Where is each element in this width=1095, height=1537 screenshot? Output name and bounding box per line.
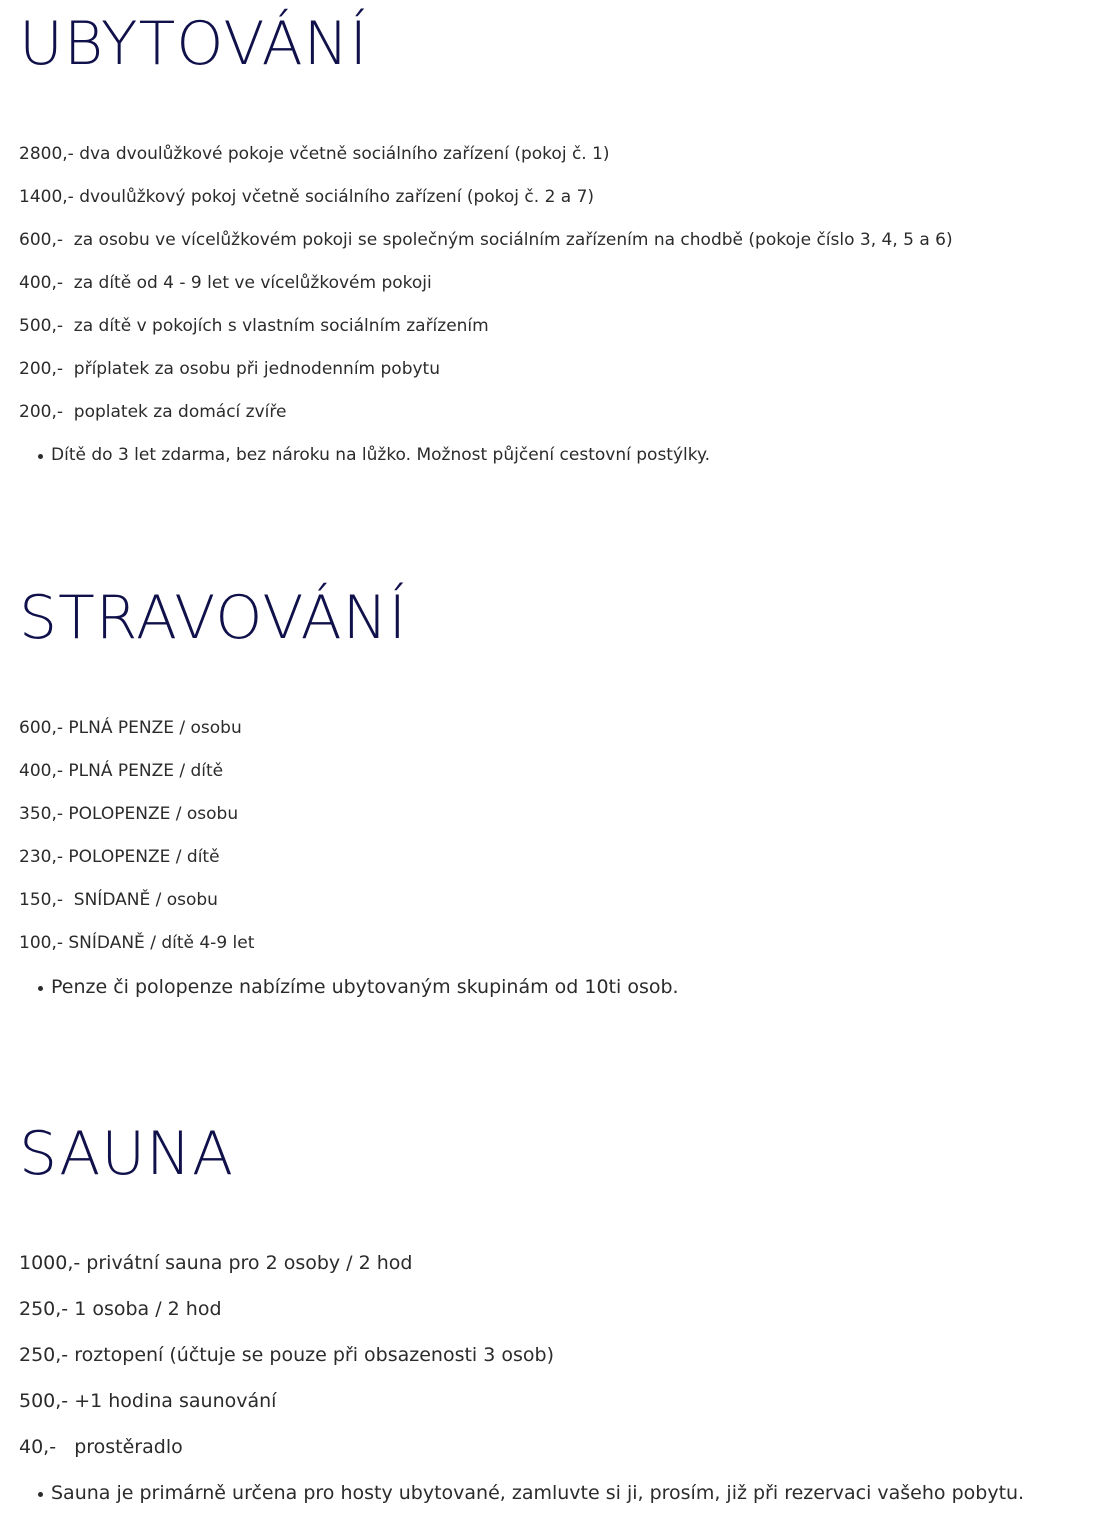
price-row: 1000,- privátní sauna pro 2 osoby / 2 hod (19, 1252, 413, 1274)
price-row: 200,- příplatek za osobu při jednodenním pobytu (19, 359, 440, 379)
section-accommodation (19, 9, 1095, 465)
accommodation-notes (19, 440, 710, 470)
section-title-sauna: SAUNA (19, 1119, 235, 1189)
note-bullet: Sauna je primárně určena pro hosty ubytované, zamluvte si ji, prosím, již při rezervaci vašeho pobytu. (19, 1477, 1024, 1509)
section-sauna (19, 1119, 1095, 1504)
price-row: 600,- PLNÁ PENZE / osobu (19, 718, 242, 738)
price-row: 250,- roztopení (účtuje se pouze při obsazenosti 3 osob) (19, 1344, 554, 1366)
price-row: 350,- POLOPENZE / osobu (19, 804, 239, 824)
meals-notes (19, 972, 679, 1002)
price-row: 2800,- dva dvoulůžkové pokoje včetně sociálního zařízení (pokoj č. 1) (19, 144, 610, 164)
sauna-price-list (19, 1247, 554, 1477)
price-row: 40,- prostěradlo (19, 1436, 183, 1458)
price-row: 100,- SNÍDANĚ / dítě 4-9 let (19, 933, 255, 953)
price-row: 200,- poplatek za domácí zvíře (19, 402, 287, 422)
price-row: 500,- +1 hodina saunování (19, 1390, 277, 1412)
price-row: 400,- PLNÁ PENZE / dítě (19, 761, 224, 781)
section-meals (19, 583, 1095, 998)
price-row: 600,- za osobu ve vícelůžkovém pokoji se společným sociálním zařízením na chodbě (pokoje číslo 3, 4, 5 a 6) (19, 230, 953, 250)
price-row: 230,- POLOPENZE / dítě (19, 847, 220, 867)
section-title-accommodation: UBYTOVÁNÍ (19, 9, 369, 79)
note-bullet: Dítě do 3 let zdarma, bez nároku na lůžko. Možnost půjčení cestovní postýlky. (19, 440, 710, 470)
price-row: 1400,- dvoulůžkový pokoj včetně sociálního zařízení (pokoj č. 2 a 7) (19, 187, 595, 207)
meals-price-list (19, 713, 254, 971)
price-row: 500,- za dítě v pokojích s vlastním sociálním zařízením (19, 316, 489, 336)
sauna-notes (19, 1477, 1024, 1509)
price-row: 400,- za dítě od 4 - 9 let ve vícelůžkovém pokoji (19, 273, 432, 293)
note-bullet: Penze či polopenze nabízíme ubytovaným skupinám od 10ti osob. (19, 972, 679, 1002)
price-row: 250,- 1 osoba / 2 hod (19, 1298, 222, 1320)
section-title-meals: STRAVOVÁNÍ (19, 583, 408, 653)
accommodation-price-list (19, 139, 953, 440)
price-row: 150,- SNÍDANĚ / osobu (19, 890, 218, 910)
